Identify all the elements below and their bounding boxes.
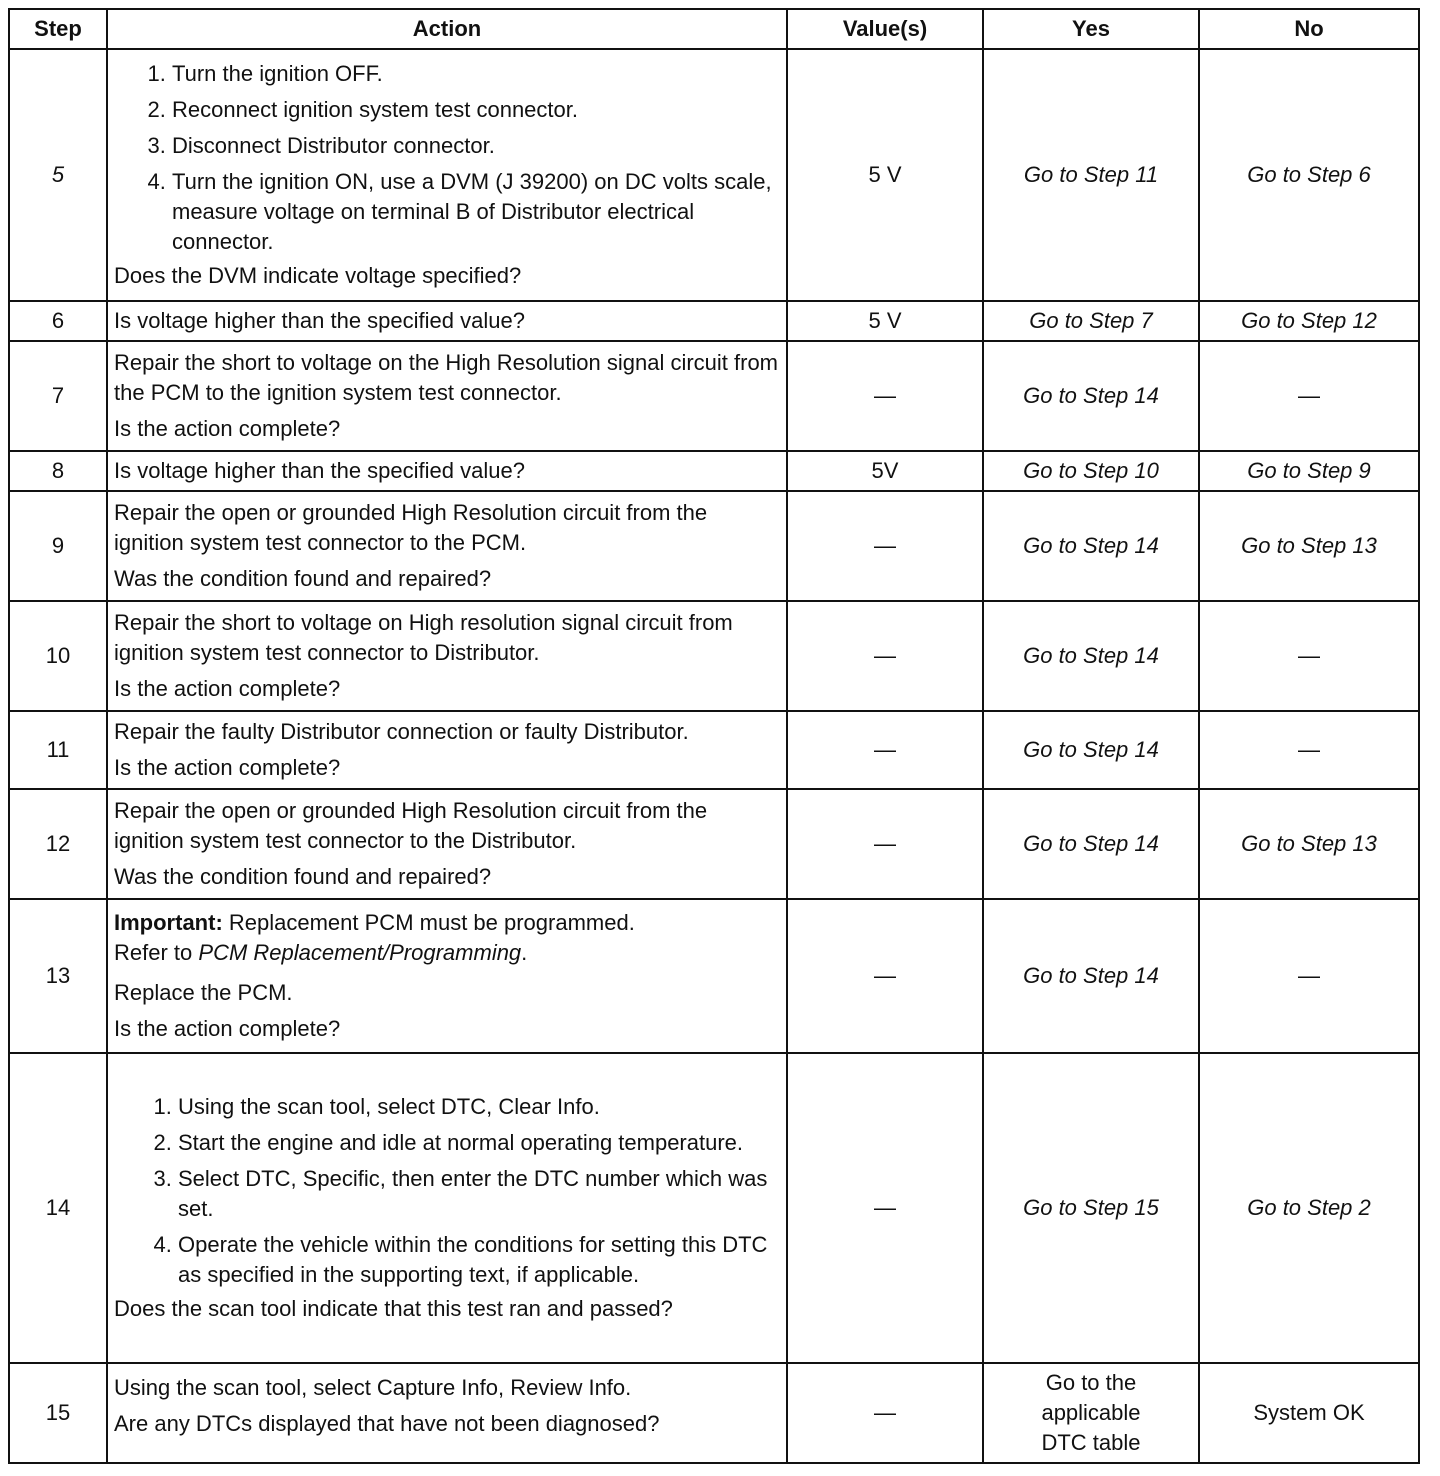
action-question: Does the scan tool indicate that this test ran and passed? (114, 1296, 673, 1321)
value-cell: 5 V (787, 49, 983, 301)
yes-cell: Go to Step 14 (983, 341, 1199, 451)
table-row-step-12 (9, 789, 1419, 899)
table-row-step-13 (9, 899, 1419, 1053)
important-text: Replacement PCM must be programmed. (228, 910, 635, 935)
table-row-step-14 (9, 1053, 1419, 1363)
action-question: Was the condition found and repaired? (114, 864, 492, 889)
step-number: 11 (9, 711, 107, 789)
list-item: 4. Operate the vehicle within the conditions for setting this DTC as specified in the supporting text, if applicable. (178, 1230, 780, 1290)
table-row-step-11 (9, 711, 1419, 789)
header-step: Step (9, 9, 107, 49)
action-cell (107, 789, 787, 899)
list-item: 4. Turn the ignition ON, use a DVM (J 39200) on DC volts scale, measure voltage on terminal B of Distributor electrical connector. (172, 167, 780, 257)
action-question: Is the action complete? (114, 416, 341, 441)
table-row-step-5 (9, 49, 1419, 301)
table-row-step-10 (9, 601, 1419, 711)
yes-cell: Go to Step 11 (983, 49, 1199, 301)
action-question: Is voltage higher than the specified value? (107, 301, 787, 341)
table-header-row (9, 9, 1419, 49)
action-cell (107, 711, 787, 789)
action-cell (107, 1363, 787, 1463)
step-number: 6 (9, 301, 107, 341)
value-cell: — (787, 1053, 983, 1363)
value-cell: 5 V (787, 301, 983, 341)
no-cell: — (1199, 341, 1419, 451)
yes-cell: Go to Step 14 (983, 711, 1199, 789)
important-note (114, 908, 780, 938)
action-text: Repair the faulty Distributor connection or faulty Distributor. (114, 719, 689, 744)
list-item: 3. Select DTC, Specific, then enter the DTC number which was set. (178, 1164, 780, 1224)
action-question: Is the action complete? (114, 755, 341, 780)
list-item: 1. Using the scan tool, select DTC, Clear Info. (178, 1092, 780, 1122)
no-cell: Go to Step 13 (1199, 491, 1419, 601)
step-number: 5 (9, 49, 107, 301)
table-row-step-8 (9, 451, 1419, 491)
action-list (114, 59, 780, 257)
yes-cell: Go to Step 14 (983, 789, 1199, 899)
action-text: Repair the open or grounded High Resolution circuit from the ignition system test connector to the PCM. (114, 500, 708, 555)
yes-cell: Go to Step 7 (983, 301, 1199, 341)
list-item: 2. Reconnect ignition system test connector. (172, 95, 780, 125)
no-cell: Go to Step 9 (1199, 451, 1419, 491)
action-question: Does the DVM indicate voltage specified? (114, 263, 522, 288)
action-text: Replace the PCM. (114, 980, 293, 1005)
no-cell: — (1199, 711, 1419, 789)
yes-cell: Go to Step 14 (983, 899, 1199, 1053)
value-cell: — (787, 491, 983, 601)
list-item: 3. Disconnect Distributor connector. (172, 131, 780, 161)
refer-prefix: Refer to (114, 940, 193, 965)
list-item: 2. Start the engine and idle at normal operating temperature. (178, 1128, 780, 1158)
value-cell: — (787, 899, 983, 1053)
yes-cell: Go to Step 14 (983, 491, 1199, 601)
step-number: 10 (9, 601, 107, 711)
diagnostic-steps-table (8, 8, 1420, 1464)
value-cell: — (787, 711, 983, 789)
refer-suffix: . (521, 940, 528, 965)
action-question: Are any DTCs displayed that have not been diagnosed? (114, 1411, 660, 1436)
value-cell: — (787, 1363, 983, 1463)
action-cell (107, 1053, 787, 1363)
diagnostic-table-page (8, 8, 1418, 1464)
action-question: Is the action complete? (114, 1016, 341, 1041)
no-cell: Go to Step 2 (1199, 1053, 1419, 1363)
value-cell: — (787, 789, 983, 899)
value-cell: — (787, 601, 983, 711)
action-question: Is voltage higher than the specified value? (107, 451, 787, 491)
action-text: Using the scan tool, select Capture Info, Review Info. (114, 1375, 632, 1400)
action-text: Repair the open or grounded High Resolution circuit from the ignition system test connector to the Distributor. (114, 798, 708, 853)
no-cell: Go to Step 12 (1199, 301, 1419, 341)
action-cell (107, 899, 787, 1053)
step-number: 12 (9, 789, 107, 899)
action-cell (107, 49, 787, 301)
action-question: Was the condition found and repaired? (114, 566, 492, 591)
header-action: Action (107, 9, 787, 49)
table-row-step-6 (9, 301, 1419, 341)
table-row-step-7 (9, 341, 1419, 451)
value-cell: — (787, 341, 983, 451)
value-cell: 5V (787, 451, 983, 491)
header-values: Value(s) (787, 9, 983, 49)
no-cell: Go to Step 6 (1199, 49, 1419, 301)
step-number: 8 (9, 451, 107, 491)
step-number: 14 (9, 1053, 107, 1363)
yes-cell: Go to the applicable DTC table (983, 1363, 1199, 1463)
action-cell (107, 341, 787, 451)
no-cell: — (1199, 899, 1419, 1053)
important-label: Important: (114, 910, 223, 935)
action-list (114, 1092, 780, 1290)
step-number: 13 (9, 899, 107, 1053)
action-question: Is the action complete? (114, 676, 341, 701)
action-text: Repair the short to voltage on High resolution signal circuit from ignition system test connector to Distributor. (114, 610, 733, 665)
header-yes: Yes (983, 9, 1199, 49)
list-item: 1. Turn the ignition OFF. (172, 59, 780, 89)
no-cell: Go to Step 13 (1199, 789, 1419, 899)
header-no: No (1199, 9, 1419, 49)
yes-cell: Go to Step 15 (983, 1053, 1199, 1363)
action-text: Repair the short to voltage on the High Resolution signal circuit from the PCM to the ignition system test connector. (114, 350, 779, 405)
refer-link[interactable]: PCM Replacement/Programming (198, 940, 522, 965)
table-row-step-9 (9, 491, 1419, 601)
table-row-step-15 (9, 1363, 1419, 1463)
step-number: 7 (9, 341, 107, 451)
no-cell: System OK (1199, 1363, 1419, 1463)
step-number: 15 (9, 1363, 107, 1463)
refer-note (114, 938, 780, 968)
yes-cell: Go to Step 14 (983, 601, 1199, 711)
step-number: 9 (9, 491, 107, 601)
action-cell (107, 601, 787, 711)
yes-cell: Go to Step 10 (983, 451, 1199, 491)
no-cell: — (1199, 601, 1419, 711)
action-cell (107, 491, 787, 601)
